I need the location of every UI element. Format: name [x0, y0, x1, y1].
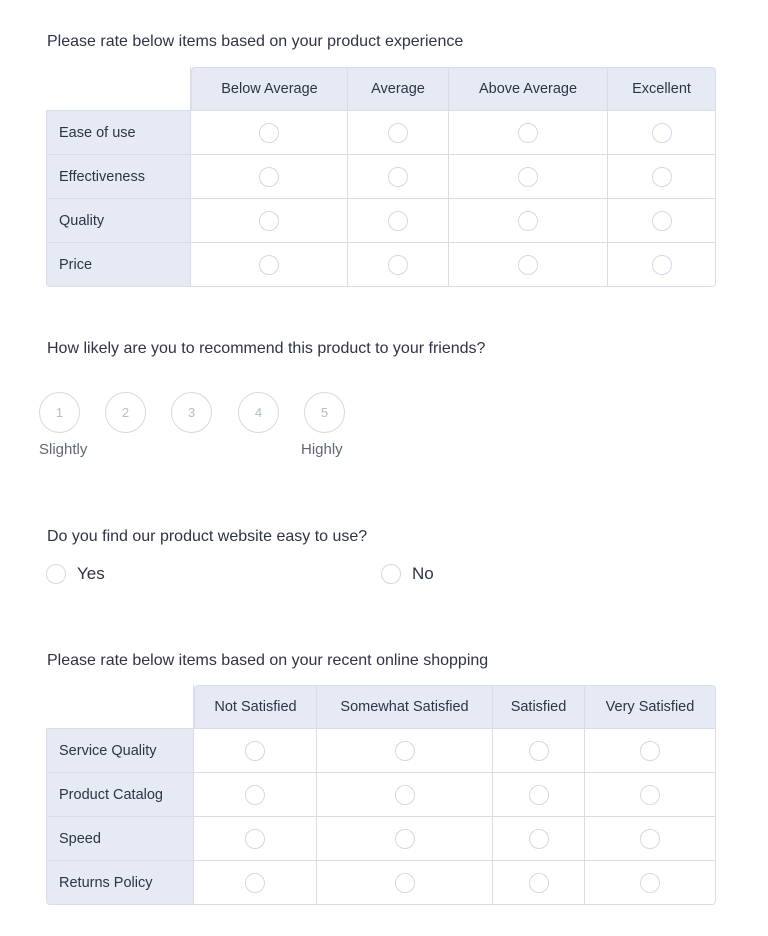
row-label: Service Quality [46, 729, 194, 773]
scale-option-2[interactable]: 2 [105, 392, 146, 433]
radio-button[interactable] [245, 829, 265, 849]
column-header: Below Average [191, 67, 348, 111]
radio-button[interactable] [259, 167, 279, 187]
radio-button[interactable] [388, 255, 408, 275]
column-header: Somewhat Satisfied [317, 685, 493, 729]
row-label: Quality [46, 199, 191, 243]
rating-cell[interactable] [449, 243, 608, 287]
radio-button[interactable] [259, 211, 279, 231]
table-row [46, 199, 716, 243]
rating-cell[interactable] [493, 817, 585, 861]
radio-button[interactable] [640, 785, 660, 805]
radio-button[interactable] [518, 167, 538, 187]
radio-button[interactable] [388, 167, 408, 187]
radio-button[interactable] [518, 211, 538, 231]
rating-cell[interactable] [608, 155, 716, 199]
option-no[interactable] [381, 564, 434, 584]
row-label: Effectiveness [46, 155, 191, 199]
row-label: Returns Policy [46, 861, 194, 905]
rating-cell[interactable] [348, 155, 449, 199]
radio-button[interactable] [395, 829, 415, 849]
radio-button[interactable] [395, 785, 415, 805]
rating-cell[interactable] [317, 861, 493, 905]
scale-max-label: Highly [301, 441, 343, 458]
column-header: Satisfied [493, 685, 585, 729]
rating-cell[interactable] [191, 111, 348, 155]
radio-button[interactable] [395, 741, 415, 761]
rating-cell[interactable] [194, 729, 317, 773]
option-yes-label: Yes [77, 564, 105, 583]
scale-option-4[interactable]: 4 [238, 392, 279, 433]
corner-cell [46, 67, 191, 111]
rating-cell[interactable] [348, 243, 449, 287]
radio-button[interactable] [388, 123, 408, 143]
column-header: Above Average [449, 67, 608, 111]
radio-yes[interactable] [46, 564, 66, 584]
radio-button[interactable] [529, 873, 549, 893]
rating-cell[interactable] [608, 243, 716, 287]
column-header: Average [348, 67, 449, 111]
corner-cell [46, 685, 194, 729]
radio-button[interactable] [518, 255, 538, 275]
rating-cell[interactable] [449, 155, 608, 199]
rating-cell[interactable] [194, 817, 317, 861]
rating-cell[interactable] [317, 817, 493, 861]
radio-button[interactable] [652, 167, 672, 187]
option-no-label: No [412, 564, 434, 583]
question-1-title: Please rate below items based on your product experience [47, 33, 464, 50]
radio-button[interactable] [529, 829, 549, 849]
rating-cell[interactable] [194, 861, 317, 905]
column-header: Not Satisfied [194, 685, 317, 729]
table-row [46, 773, 716, 817]
table-row [46, 111, 716, 155]
column-header: Very Satisfied [585, 685, 716, 729]
table-row [46, 817, 716, 861]
rating-cell[interactable] [493, 861, 585, 905]
rating-cell[interactable] [585, 861, 716, 905]
rating-cell[interactable] [493, 773, 585, 817]
rating-cell[interactable] [493, 729, 585, 773]
rating-cell[interactable] [348, 199, 449, 243]
row-label: Price [46, 243, 191, 287]
scale-min-label: Slightly [39, 441, 88, 458]
table-row [46, 861, 716, 905]
scale-option-1[interactable]: 1 [39, 392, 80, 433]
question-2-title: How likely are you to recommend this product to your friends? [47, 340, 486, 357]
question-4-title: Please rate below items based on your recent online shopping [47, 652, 489, 669]
rating-matrix-product-experience [46, 67, 716, 287]
rating-cell[interactable] [608, 111, 716, 155]
radio-button[interactable] [259, 255, 279, 275]
scale-option-3[interactable]: 3 [171, 392, 212, 433]
rating-matrix-online-shopping [46, 685, 716, 905]
radio-button[interactable] [652, 255, 672, 275]
column-header: Excellent [608, 67, 716, 111]
scale-option-5[interactable]: 5 [304, 392, 345, 433]
table-row [46, 729, 716, 773]
radio-button[interactable] [245, 785, 265, 805]
option-yes[interactable] [46, 564, 105, 584]
table-row [46, 155, 716, 199]
rating-cell[interactable] [191, 155, 348, 199]
radio-no[interactable] [381, 564, 401, 584]
rating-cell[interactable] [585, 773, 716, 817]
rating-cell[interactable] [449, 111, 608, 155]
radio-button[interactable] [529, 785, 549, 805]
row-label: Product Catalog [46, 773, 194, 817]
rating-cell[interactable] [317, 729, 493, 773]
radio-button[interactable] [388, 211, 408, 231]
radio-button[interactable] [259, 123, 279, 143]
radio-button[interactable] [245, 873, 265, 893]
radio-button[interactable] [395, 873, 415, 893]
row-label: Ease of use [46, 111, 191, 155]
radio-button[interactable] [652, 211, 672, 231]
radio-button[interactable] [640, 741, 660, 761]
table-row [46, 243, 716, 287]
radio-button[interactable] [652, 123, 672, 143]
rating-cell[interactable] [317, 773, 493, 817]
radio-button[interactable] [640, 829, 660, 849]
row-label: Speed [46, 817, 194, 861]
rating-cell[interactable] [585, 729, 716, 773]
rating-cell[interactable] [191, 243, 348, 287]
rating-cell[interactable] [191, 199, 348, 243]
rating-cell[interactable] [449, 199, 608, 243]
rating-cell[interactable] [585, 817, 716, 861]
question-3-title: Do you find our product website easy to use? [47, 528, 368, 545]
rating-cell[interactable] [608, 199, 716, 243]
radio-button[interactable] [529, 741, 549, 761]
radio-button[interactable] [518, 123, 538, 143]
rating-cell[interactable] [348, 111, 449, 155]
radio-button[interactable] [640, 873, 660, 893]
rating-cell[interactable] [194, 773, 317, 817]
radio-button[interactable] [245, 741, 265, 761]
